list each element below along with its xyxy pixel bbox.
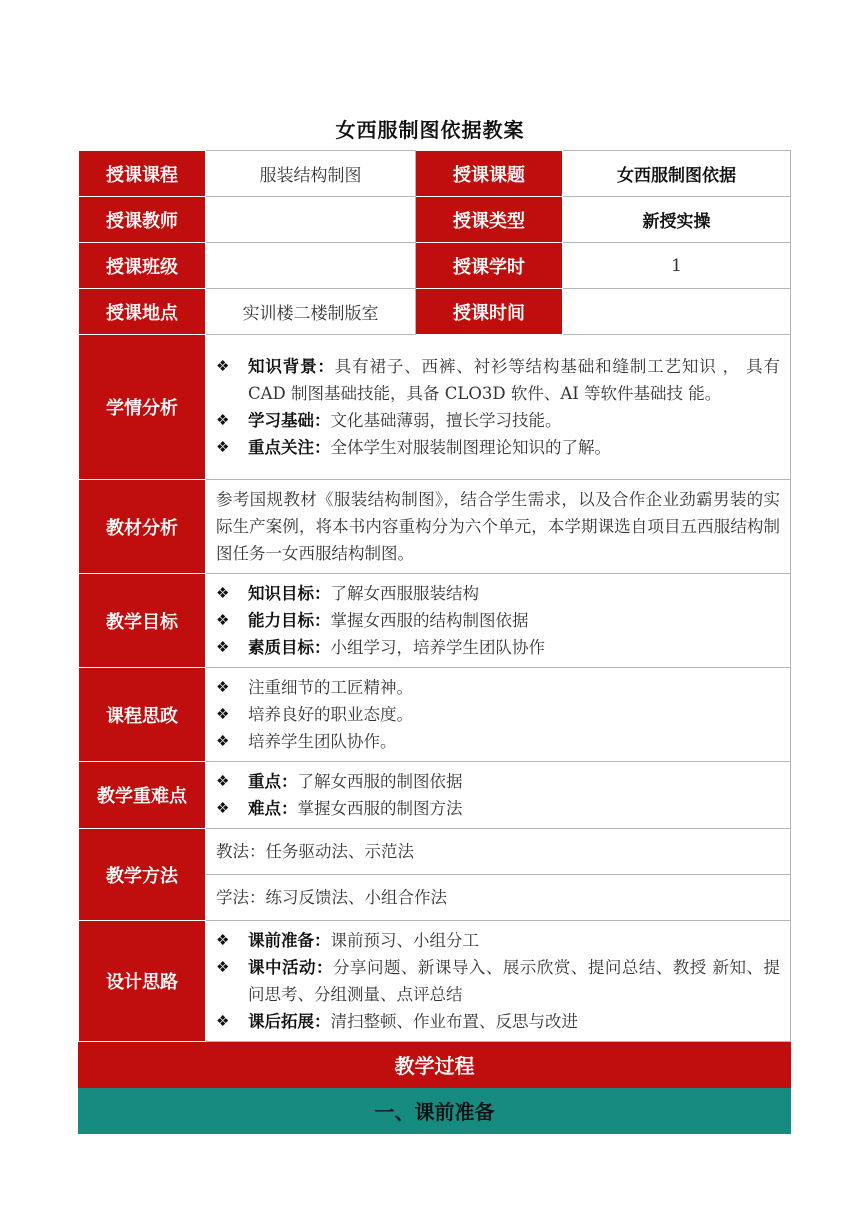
course-label: 授课课程: [79, 151, 206, 197]
bullet-text: 全体学生对服装制图理论知识的了解。: [330, 438, 611, 457]
bullet-text: 注重细节的工匠精神。: [248, 678, 413, 697]
course-value: 服装结构制图: [206, 151, 416, 197]
keypoints-content: [206, 762, 791, 829]
step1-heading: 一、课前准备: [79, 1088, 791, 1134]
bullet-text: 培养学生团队协作。: [248, 732, 397, 751]
topic-label: 授课课题: [416, 151, 563, 197]
bullet-key: 重点关注：: [248, 438, 331, 457]
info-row-teacher: [79, 197, 791, 243]
bullet-text: 了解女西服服装结构: [330, 584, 479, 603]
teacher-value: [206, 197, 416, 243]
bullet-key: 学习基础：: [248, 411, 331, 430]
bullet-key: 能力目标：: [248, 611, 331, 630]
material-row: [79, 480, 791, 574]
time-value: [563, 289, 791, 335]
diamond-bullet-icon: ❖: [216, 958, 230, 976]
goals-row: [79, 574, 791, 668]
bullet-item: [216, 927, 780, 954]
hours-label: 授课学时: [416, 243, 563, 289]
bullet-item: [216, 728, 780, 755]
bullet-key: 难点：: [248, 799, 298, 818]
info-row-course: [79, 151, 791, 197]
lesson-plan-table: [78, 150, 791, 1134]
diamond-bullet-icon: ❖: [216, 732, 230, 750]
goals-content: [206, 574, 791, 668]
time-label: 授课时间: [416, 289, 563, 335]
keypoints-row: [79, 762, 791, 829]
bullet-key: 课中活动：: [248, 958, 333, 977]
bullet-item: [216, 353, 780, 407]
bullet-key: 知识背景：: [248, 357, 335, 376]
diamond-bullet-icon: ❖: [216, 411, 230, 429]
bullet-text: 掌握女西服的制图方法: [297, 799, 463, 818]
methods-teach: 教法：任务驱动法、示范法: [206, 829, 791, 875]
ideology-label: 课程思政: [79, 668, 206, 762]
info-row-location: [79, 289, 791, 335]
analysis-label: 学情分析: [79, 335, 206, 480]
bullet-text: 了解女西服的制图依据: [297, 772, 463, 791]
class-value: [206, 243, 416, 289]
methods-row-teach: [79, 829, 791, 875]
bullet-item: [216, 954, 780, 1008]
bullet-item: [216, 434, 780, 461]
bullet-item: [216, 407, 780, 434]
hours-value: 1: [563, 243, 791, 289]
bullet-text: 分享问题、新课导入、展示欣赏、提问总结、教授 新知、提问思考、分组测量、点评总结: [248, 958, 781, 1004]
diamond-bullet-icon: ❖: [216, 638, 230, 656]
location-label: 授课地点: [79, 289, 206, 335]
diamond-bullet-icon: ❖: [216, 678, 230, 696]
process-heading-row: [79, 1042, 791, 1088]
topic-value: 女西服制图依据: [563, 151, 791, 197]
ideology-content: [206, 668, 791, 762]
step1-heading-row: [79, 1088, 791, 1134]
diamond-bullet-icon: ❖: [216, 799, 230, 817]
bullet-item: [216, 607, 780, 634]
bullet-item: [216, 674, 780, 701]
bullet-key: 素质目标：: [248, 638, 331, 657]
bullet-text: 具有裙子、西裤、衬衫等结构基础和缝制工艺知识 ， 具有 CAD 制图基础技能，具备 CLO3D 软件、AI 等软件基础技 能。: [248, 357, 780, 403]
bullet-text: 小组学习，培养学生团队协作: [330, 638, 545, 657]
process-heading: 教学过程: [79, 1042, 791, 1088]
diamond-bullet-icon: ❖: [216, 611, 230, 629]
bullet-item: [216, 580, 780, 607]
teacher-label: 授课教师: [79, 197, 206, 243]
bullet-key: 课前准备：: [248, 931, 331, 950]
analysis-content: [206, 335, 791, 480]
bullet-item: [216, 768, 780, 795]
material-label: 教材分析: [79, 480, 206, 574]
design-label: 设计思路: [79, 921, 206, 1042]
bullet-text: 掌握女西服的结构制图依据: [330, 611, 529, 630]
material-text: 参考国规教材《服装结构制图》，结合学生需求，以及合作企业劲霸男装的实际生产案例，将本书内容重构分为六个单元，本学期课选自项目五西服结构制图任务一女西服结构制图。: [206, 480, 791, 574]
bullet-item: [216, 1008, 780, 1035]
bullet-text: 课前预习、小组分工: [330, 931, 479, 950]
diamond-bullet-icon: ❖: [216, 772, 230, 790]
ideology-row: [79, 668, 791, 762]
bullet-key: 课后拓展：: [248, 1012, 331, 1031]
diamond-bullet-icon: ❖: [216, 931, 230, 949]
class-label: 授课班级: [79, 243, 206, 289]
diamond-bullet-icon: ❖: [216, 584, 230, 602]
bullet-item: [216, 634, 780, 661]
design-content: [206, 921, 791, 1042]
document-title: 女西服制图依据教案: [335, 118, 525, 142]
type-label: 授课类型: [416, 197, 563, 243]
bullet-text: 文化基础薄弱，擅长学习技能。: [330, 411, 562, 430]
bullet-text: 培养良好的职业态度。: [248, 705, 413, 724]
diamond-bullet-icon: ❖: [216, 1012, 230, 1030]
design-row: [79, 921, 791, 1042]
type-value: 新授实操: [563, 197, 791, 243]
methods-label: 教学方法: [79, 829, 206, 921]
analysis-row: [79, 335, 791, 480]
location-value: 实训楼二楼制版室: [206, 289, 416, 335]
keypoints-label: 教学重难点: [79, 762, 206, 829]
bullet-item: [216, 795, 780, 822]
bullet-key: 知识目标：: [248, 584, 331, 603]
goals-label: 教学目标: [79, 574, 206, 668]
bullet-text: 清扫整顿、作业布置、反思与改进: [330, 1012, 578, 1031]
diamond-bullet-icon: ❖: [216, 705, 230, 723]
bullet-key: 重点：: [248, 772, 298, 791]
bullet-item: [216, 701, 780, 728]
info-row-class: [79, 243, 791, 289]
diamond-bullet-icon: ❖: [216, 438, 230, 456]
methods-learn: 学法：练习反馈法、小组合作法: [206, 875, 791, 921]
diamond-bullet-icon: ❖: [216, 357, 230, 375]
